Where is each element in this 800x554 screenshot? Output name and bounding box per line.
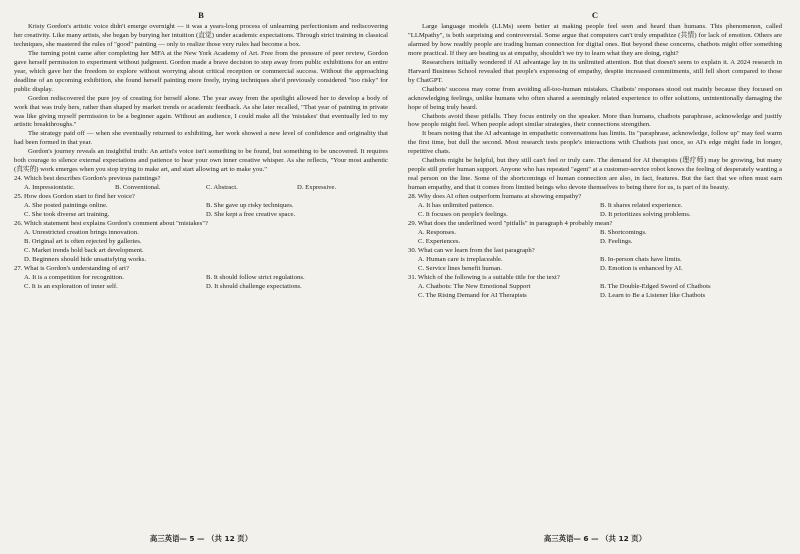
- question-list: [14, 175, 388, 291]
- passage-paragraph: Chatbots' success may come from avoiding all-too-human mistakes. Chatbots' responses stood out mainly because they focused on acknowledging feelings, unlike humans who often shared a seemingly related experience to offer solutions, unintentionally damaging the hope of being truly heard.: [408, 85, 782, 111]
- option-list: [408, 256, 782, 274]
- question-item: [408, 193, 782, 220]
- answer-option[interactable]: B. In-person chats have limits.: [600, 255, 682, 263]
- passage-paragraph: The turning point came after completing her MFA at the New York Academy of Art. Free from the pressure of peer review, Gordon gave herself permission to experiment without judgment. Gordon made a brave decision to step away from public exhibitions for an entire year, which gave her the freedom to explore without worrying about critical reception or commercial success. Without the approaching deadline of an upcoming exhibition, she found herself painting more freely, trying techniques she'd previously considered "too risky" for public display.: [14, 49, 388, 93]
- answer-option[interactable]: A. Human care is irreplaceable.: [418, 255, 503, 263]
- answer-option[interactable]: D. Expressive.: [297, 184, 337, 192]
- answer-option[interactable]: B. Shortcomings.: [600, 228, 647, 236]
- answer-option[interactable]: C. It focuses on people's feelings.: [418, 211, 508, 219]
- page-footer: 高三英语— 5 — （共 12 页）: [149, 534, 253, 543]
- question-list: [408, 193, 782, 300]
- passage-paragraph: Chatbots avoid these pitfalls. They focus entirely on the speaker. More than humans, chatbots paraphrase, acknowledge and justify how people might feel. When people adopt similar strategies, their connections strengthen.: [408, 112, 782, 129]
- answer-option[interactable]: C. It is an exploration of inner self.: [24, 282, 118, 290]
- answer-option[interactable]: C. Experiences.: [418, 237, 461, 245]
- question-stem: 27. What is Gordon's understanding of art?: [14, 264, 129, 272]
- passage-paragraph: The strategy paid off — when she eventually returned to exhibiting, her work showed a new level of confidence and originality that had been formed in that year.: [14, 130, 388, 147]
- option-list: [408, 202, 782, 220]
- passage-paragraph: Large language models (LLMs) seem better at making people feel seen and heard than humans. This phenomenon, called "LLMpathy", is both surprising and controversial. Some argue that computers can't truly empathize (共情) for lack of emotion. Others are alarmed by how readily people are trading human connection for digital ones. But beyond these concerns, chatbots might offer something more practical. If they are beating us at empathy, shouldn't we try to learn what they are doing, right?: [408, 23, 782, 57]
- page-footer: 高三英语— 6 — （共 12 页）: [543, 534, 647, 543]
- answer-option[interactable]: D. Emotion is enhanced by AI.: [600, 264, 683, 272]
- answer-option[interactable]: B. She gave up risky techniques.: [206, 202, 294, 210]
- answer-option[interactable]: B. The Double-Edged Sword of Chatbots: [600, 282, 711, 290]
- option-list: [14, 184, 388, 193]
- question-item: [408, 274, 782, 301]
- passage-paragraph: Researchers initially wondered if AI advantage lay in its unlimited attention. But that doesn't seem to explain it. A 2024 research in Harvard Business School revealed that people's expressing of empathy, despite increased commitments, still fell short compared to those by ChatGPT.: [408, 58, 782, 84]
- right-page: [408, 8, 782, 548]
- answer-option[interactable]: B. It shares related experience.: [600, 202, 683, 210]
- question-item: [14, 175, 388, 193]
- passage-body: [14, 23, 388, 175]
- question-item: [14, 265, 388, 292]
- option-list: [14, 202, 388, 220]
- answer-option[interactable]: D. Beginners should hide unsatisfying works.: [24, 255, 147, 263]
- answer-option[interactable]: B. Original art is often rejected by galleries.: [24, 237, 142, 245]
- left-page: [14, 8, 388, 548]
- passage-body: [408, 23, 782, 193]
- option-list: [14, 229, 388, 265]
- passage-title: C: [591, 10, 599, 20]
- option-list: [14, 274, 388, 292]
- question-stem: 31. Which of the following is a suitable title for the text?: [408, 273, 560, 281]
- question-item: [408, 220, 782, 247]
- question-stem: 25. How does Gordon start to find her voice?: [14, 193, 135, 201]
- answer-option[interactable]: A. Unrestricted creation brings innovation.: [24, 228, 139, 236]
- answer-option[interactable]: C. Market trends hold back art development.: [24, 246, 144, 254]
- answer-option[interactable]: D. Learn to Be a Listener like Chatbots: [600, 291, 706, 299]
- question-stem: 24. Which best describes Gordon's previous paintings?: [14, 175, 161, 183]
- question-item: [14, 220, 388, 265]
- answer-option[interactable]: D. Feelings.: [600, 237, 633, 245]
- option-list: [408, 283, 782, 301]
- question-stem: 26. Which statement best explains Gordon's comment about "mistakes"?: [14, 219, 208, 227]
- answer-option[interactable]: A. She posted paintings online.: [24, 202, 108, 210]
- question-stem: 28. Why does AI often outperform humans at showing empathy?: [408, 193, 582, 201]
- answer-option[interactable]: B. It should follow strict regulations.: [206, 273, 305, 281]
- passage-title: B: [198, 10, 204, 20]
- answer-option[interactable]: C. The Rising Demand for AI Therapists: [418, 291, 527, 299]
- answer-option[interactable]: A. Responses.: [418, 228, 457, 236]
- answer-option[interactable]: A. It has unlimited patience.: [418, 202, 494, 210]
- question-stem: 29. What does the underlined word "pitfalls" in paragraph 4 probably mean?: [408, 219, 613, 227]
- question-item: [408, 247, 782, 274]
- answer-option[interactable]: A. Impressionistic.: [24, 184, 75, 192]
- option-list: [408, 229, 782, 247]
- answer-option[interactable]: A. Chatbots: The New Emotional Support: [418, 282, 531, 290]
- answer-option[interactable]: B. Conventional.: [115, 184, 161, 192]
- answer-option[interactable]: C. Service lines benefit human.: [418, 264, 502, 272]
- answer-option[interactable]: C. She took diverse art training.: [24, 211, 110, 219]
- passage-paragraph: Gordon rediscovered the pure joy of creating for herself alone. The year away from the spotlight allowed her to develop a body of work that was truly hers, rather than shaped by market trends or academic feedback. As she later recalled, "That year of painting in private was like giving myself permission to be a beginner again. Without an audience, I could make all the 'mistakes' that eventually led to my artistic breakthroughs.": [14, 94, 388, 129]
- answer-option[interactable]: A. It is a competition for recognition.: [24, 273, 124, 281]
- passage-paragraph: Kristy Gordon's artistic voice didn't emerge overnight — it was a years-long process of unlearning perfectionism and rediscovering her creativity. Like many artists, she began by burying her intuition (直觉) under academic expectations. Through strict training in classical techniques, she mastered the rules of "good" painting — only to realize those very rules had become a box.: [14, 23, 388, 48]
- passage-paragraph: Chatbots might be helpful, but they still can't feel or truly care. The demand for AI therapists (理疗师) may be growing, but many people still prefer human support. Anyone who has repeated "agent" at a customer-service robot knows the feeling of desperately wanting a real person on the line. Some of the shortcomings of human connection are also, in fact, features. But the fact that we often must earn human empathy, and that it comes from limited beings who devote themselves to being there for us, is part of its beauty.: [408, 157, 782, 192]
- answer-option[interactable]: D. It should challenge expectations.: [206, 282, 302, 290]
- answer-option[interactable]: C. Abstract.: [206, 184, 238, 192]
- question-item: [14, 193, 388, 220]
- answer-option[interactable]: D. It prioritizes solving problems.: [600, 211, 691, 219]
- passage-paragraph: It bears noting that the AI advantage in empathetic conversations has limits. Its "paraphrase, acknowledge, follow up" may feel warm the first time, but dull the second. Most research tests people's interactions with Chatbots just once, so AI's edge might fade in longer, repetitive chats.: [408, 130, 782, 156]
- answer-option[interactable]: D. She kept a free creative space.: [206, 211, 296, 219]
- question-stem: 30. What can we learn from the last paragraph?: [408, 246, 535, 254]
- passage-paragraph: Gordon's journey reveals an insightful truth: An artist's voice isn't something to be found, but something to be uncovered. It requires both courage to silence external expectations and patience to hear your own inner creative whisper. As she reflects, "Your most authentic (真实的) work emerges when you stop trying to make art, and start allowing art to make you.": [14, 148, 388, 174]
